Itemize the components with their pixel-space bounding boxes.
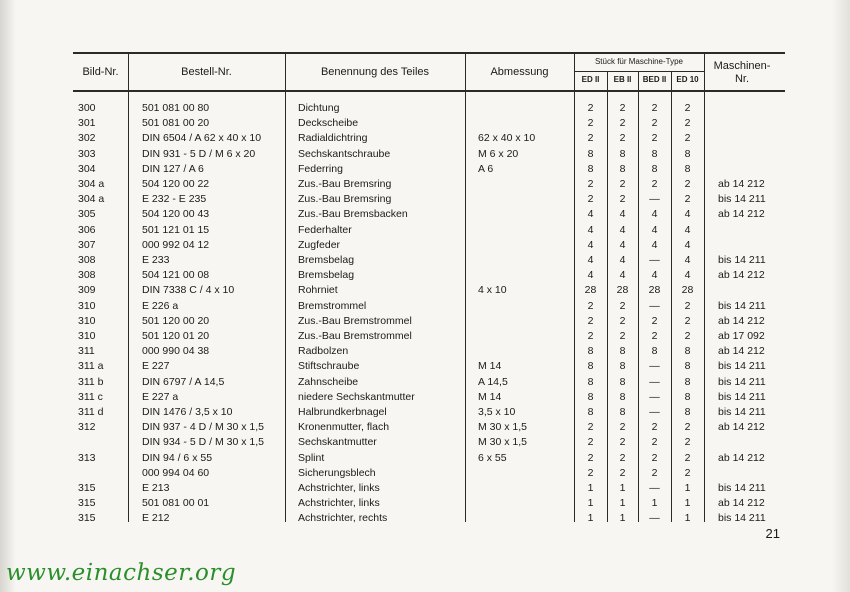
cell-eb2: 2 bbox=[619, 466, 626, 479]
cell-maschinen bbox=[718, 283, 784, 298]
cell-maschinen bbox=[718, 131, 784, 146]
cell-benennung: Achstrichter, rechts bbox=[298, 512, 388, 525]
cell-abmessung bbox=[478, 238, 572, 253]
cell-bed2: 2 bbox=[651, 117, 658, 130]
cell-bild: 310 bbox=[78, 314, 96, 327]
cell-maschinen bbox=[718, 116, 784, 131]
cell-maschinen: ab 14 212 bbox=[718, 208, 765, 221]
cell-bestell: E 227 bbox=[142, 360, 170, 373]
header-ed10: ED 10 bbox=[676, 75, 699, 84]
cell-abmessung: M 30 x 1,5 bbox=[478, 421, 528, 434]
cell-bed2: 2 bbox=[651, 178, 658, 190]
cell-eb2: 4 bbox=[619, 223, 626, 236]
cell-bild bbox=[78, 466, 124, 481]
cell-ed10: 2 bbox=[684, 299, 691, 312]
cell-bestell: DIN 6797 / A 14,5 bbox=[142, 375, 225, 388]
cell-bestell: DIN 7338 C / 4 x 10 bbox=[142, 284, 235, 297]
cell-bed2: — bbox=[649, 390, 660, 403]
cell-ed2: 2 bbox=[587, 178, 594, 190]
cell-bestell: E 227 a bbox=[142, 390, 179, 403]
cell-bed2: 1 bbox=[651, 497, 658, 510]
cell-ed10: 2 bbox=[684, 451, 691, 464]
cell-bestell: DIN 127 / A 6 bbox=[142, 162, 204, 175]
cell-maschinen: ab 14 212 bbox=[718, 345, 765, 358]
col-divider bbox=[285, 52, 286, 522]
cell-ed10: 8 bbox=[684, 390, 691, 403]
cell-ed2: 2 bbox=[587, 193, 594, 206]
cell-ed10: 4 bbox=[684, 238, 691, 251]
cell-ed10: 8 bbox=[684, 360, 691, 373]
cell-ed2: 2 bbox=[587, 132, 594, 145]
cell-bestell: 501 081 00 01 bbox=[142, 497, 210, 510]
cell-bestell: E 232 - E 235 bbox=[142, 193, 207, 206]
cell-bed2: 4 bbox=[651, 269, 658, 282]
cell-maschinen: ab 17 092 bbox=[718, 330, 765, 342]
cell-abmessung: A 14,5 bbox=[478, 375, 508, 388]
cell-bestell: 501 081 00 20 bbox=[142, 117, 210, 130]
cell-maschinen: bis 14 211 bbox=[718, 193, 766, 206]
cell-maschinen bbox=[718, 238, 784, 253]
cell-bestell: DIN 94 / 6 x 55 bbox=[142, 451, 213, 464]
cell-bild: 305 bbox=[78, 208, 96, 221]
cell-ed10: 2 bbox=[684, 178, 691, 190]
cell-bed2: 8 bbox=[651, 147, 658, 160]
cell-bestell: 504 121 00 08 bbox=[142, 269, 210, 282]
cell-abmessung bbox=[478, 344, 572, 359]
cell-eb2: 1 bbox=[619, 497, 626, 510]
cell-ed10: 8 bbox=[684, 345, 691, 358]
cell-benennung: Sicherungsblech bbox=[298, 466, 376, 479]
cell-bestell: DIN 1476 / 3,5 x 10 bbox=[142, 406, 233, 418]
header-bild-nr: Bild-Nr. bbox=[82, 66, 119, 78]
cell-maschinen bbox=[718, 147, 784, 162]
cell-ed10: 8 bbox=[684, 147, 691, 160]
cell-eb2: 8 bbox=[619, 147, 626, 160]
cell-bild: 306 bbox=[78, 223, 96, 236]
cell-bild: 307 bbox=[78, 238, 96, 251]
cell-ed2: 8 bbox=[587, 345, 594, 358]
cell-abmessung bbox=[478, 299, 572, 314]
cell-benennung: Zus.-Bau Bremstrommel bbox=[298, 330, 412, 342]
cell-benennung: Zus.-Bau Bremsring bbox=[298, 178, 392, 190]
cell-bestell: E 212 bbox=[142, 512, 170, 525]
cell-ed10: 2 bbox=[684, 117, 691, 130]
cell-benennung: niedere Sechskantmutter bbox=[298, 390, 415, 403]
cell-bestell: DIN 6504 / A 62 x 40 x 10 bbox=[142, 132, 262, 145]
cell-ed2: 8 bbox=[587, 390, 594, 403]
cell-ed2: 4 bbox=[587, 269, 594, 282]
cell-eb2: 8 bbox=[619, 162, 626, 175]
cell-abmessung: 4 x 10 bbox=[478, 284, 507, 297]
col-divider bbox=[465, 52, 466, 522]
cell-bild: 315 bbox=[78, 512, 96, 525]
cell-ed10: 8 bbox=[684, 406, 691, 418]
cell-abmessung: M 14 bbox=[478, 360, 502, 373]
cell-eb2: 4 bbox=[619, 254, 626, 266]
cell-bestell: 504 120 00 22 bbox=[142, 178, 210, 190]
cell-ed2: 4 bbox=[587, 238, 594, 251]
cell-ed2: 1 bbox=[587, 512, 594, 525]
header-bed2: BED II bbox=[642, 75, 667, 84]
cell-eb2: 8 bbox=[619, 345, 626, 358]
cell-eb2: 2 bbox=[619, 314, 626, 327]
page-shadow-right bbox=[832, 0, 850, 592]
cell-eb2: 8 bbox=[619, 360, 626, 373]
header-eb2: EB II bbox=[613, 75, 632, 84]
cell-ed2: 2 bbox=[587, 117, 594, 130]
cell-maschinen: bis 14 211 bbox=[718, 299, 766, 312]
cell-bed2: — bbox=[649, 193, 660, 206]
cell-maschinen: bis 14 211 bbox=[718, 512, 766, 525]
cell-bed2: 28 bbox=[648, 284, 661, 297]
cell-eb2: 2 bbox=[619, 178, 626, 190]
cell-ed2: 2 bbox=[587, 436, 594, 449]
cell-ed2: 4 bbox=[587, 254, 594, 266]
cell-bild bbox=[78, 435, 124, 450]
col-divider bbox=[704, 52, 705, 522]
cell-maschinen: bis 14 211 bbox=[718, 406, 766, 418]
cell-bed2: — bbox=[649, 406, 660, 418]
cell-maschinen: bis 14 211 bbox=[718, 375, 766, 388]
cell-bestell: 504 120 00 43 bbox=[142, 208, 210, 221]
cell-eb2: 4 bbox=[619, 208, 626, 221]
cell-bestell: 000 994 04 60 bbox=[142, 466, 210, 479]
cell-abmessung: M 30 x 1,5 bbox=[478, 436, 528, 449]
cell-maschinen: ab 14 212 bbox=[718, 269, 765, 282]
cell-ed2: 2 bbox=[587, 421, 594, 434]
header-ed2: ED II bbox=[581, 75, 600, 84]
cell-eb2: 4 bbox=[619, 238, 626, 251]
cell-benennung: Deckscheibe bbox=[298, 117, 359, 130]
cell-maschinen: bis 14 211 bbox=[718, 482, 766, 494]
cell-abmessung bbox=[478, 192, 572, 207]
cell-bed2: 2 bbox=[651, 466, 658, 479]
cell-abmessung bbox=[478, 329, 572, 344]
cell-bild: 301 bbox=[78, 117, 96, 130]
cell-ed10: 4 bbox=[684, 269, 691, 282]
cell-abmessung: 3,5 x 10 bbox=[478, 406, 516, 418]
cell-abmessung bbox=[478, 207, 572, 222]
cell-bild: 311 bbox=[78, 345, 95, 358]
cell-eb2: 4 bbox=[619, 269, 626, 282]
cell-bed2: — bbox=[649, 360, 660, 373]
cell-eb2: 8 bbox=[619, 406, 626, 418]
cell-bestell: 501 081 00 80 bbox=[142, 102, 210, 114]
cell-bestell: 501 120 01 20 bbox=[142, 330, 210, 342]
cell-abmessung bbox=[478, 466, 572, 481]
cell-benennung: Radialdichtring bbox=[298, 132, 368, 145]
cell-abmessung bbox=[478, 511, 572, 526]
cell-bed2: — bbox=[649, 254, 660, 266]
cell-bed2: 2 bbox=[651, 330, 658, 342]
cell-ed10: 2 bbox=[684, 102, 691, 114]
cell-abmessung bbox=[478, 101, 572, 116]
cell-benennung: Bremstrommel bbox=[298, 299, 367, 312]
cell-ed10: 2 bbox=[684, 436, 691, 449]
cell-bild: 313 bbox=[78, 451, 96, 464]
cell-bed2: — bbox=[649, 299, 660, 312]
cell-bild: 311 c bbox=[78, 390, 103, 403]
cell-ed2: 28 bbox=[584, 284, 597, 297]
cell-bestell: 501 120 00 20 bbox=[142, 314, 210, 327]
cell-bed2: 8 bbox=[651, 345, 658, 358]
cell-ed2: 2 bbox=[587, 466, 594, 479]
cell-bild: 309 bbox=[78, 284, 96, 297]
cell-benennung: Achstrichter, links bbox=[298, 482, 380, 494]
cell-bed2: 4 bbox=[651, 238, 658, 251]
cell-benennung: Sechskantmutter bbox=[298, 436, 377, 449]
cell-ed10: 2 bbox=[684, 421, 691, 434]
cell-abmessung: M 6 x 20 bbox=[478, 147, 519, 160]
cell-bild: 304 a bbox=[78, 193, 105, 206]
cell-ed10: 2 bbox=[684, 314, 691, 327]
cell-bestell: 501 121 01 15 bbox=[142, 223, 210, 236]
header-maschinen-nr: Maschinen-Nr. bbox=[713, 60, 771, 85]
cell-bild: 315 bbox=[78, 497, 96, 510]
cell-maschinen: ab 14 212 bbox=[718, 421, 765, 434]
cell-maschinen bbox=[718, 101, 784, 116]
cell-abmessung bbox=[478, 314, 572, 329]
cell-ed10: 28 bbox=[681, 284, 694, 297]
cell-eb2: 2 bbox=[619, 299, 626, 312]
cell-eb2: 2 bbox=[619, 330, 626, 342]
header-benennung: Benennung des Teiles bbox=[320, 66, 430, 78]
cell-ed10: 8 bbox=[684, 375, 691, 388]
cell-bild: 304 a bbox=[78, 178, 105, 190]
cell-ed2: 1 bbox=[587, 482, 594, 494]
header-bottom-rule bbox=[73, 90, 785, 92]
page-shadow-left bbox=[0, 0, 16, 592]
header-bestell-nr: Bestell-Nr. bbox=[181, 66, 232, 78]
cell-abmessung bbox=[478, 223, 572, 238]
cell-bestell: E 213 bbox=[142, 482, 170, 494]
cell-eb2: 1 bbox=[619, 482, 626, 494]
cell-maschinen bbox=[718, 223, 784, 238]
cell-bestell: 000 992 04 12 bbox=[142, 238, 210, 251]
cell-bestell: DIN 934 - 5 D / M 30 x 1,5 bbox=[142, 436, 264, 449]
cell-abmessung: A 6 bbox=[478, 162, 494, 175]
cell-bild: 310 bbox=[78, 299, 96, 312]
cell-abmessung: M 14 bbox=[478, 390, 502, 403]
cell-eb2: 8 bbox=[619, 375, 626, 388]
cell-maschinen: ab 14 212 bbox=[718, 451, 765, 464]
cell-bestell: DIN 937 - 4 D / M 30 x 1,5 bbox=[142, 421, 264, 434]
cell-bed2: 4 bbox=[651, 208, 658, 221]
cell-ed2: 8 bbox=[587, 406, 594, 418]
cell-bild: 311 a bbox=[78, 360, 104, 373]
cell-benennung: Zus.-Bau Bremsring bbox=[298, 193, 392, 206]
cell-bild: 303 bbox=[78, 147, 96, 160]
cell-benennung: Zahnscheibe bbox=[298, 375, 359, 388]
cell-eb2: 8 bbox=[619, 390, 626, 403]
cell-ed10: 4 bbox=[684, 254, 691, 266]
cell-benennung: Federring bbox=[298, 162, 343, 175]
stueck-sub-rule bbox=[574, 71, 704, 72]
cell-benennung: Bremsbelag bbox=[298, 269, 355, 282]
cell-ed10: 2 bbox=[684, 330, 691, 342]
cell-benennung: Halbrundkerbnagel bbox=[298, 406, 387, 418]
cell-benennung: Rohrniet bbox=[298, 284, 338, 297]
cell-ed2: 2 bbox=[587, 102, 594, 114]
cell-ed10: 1 bbox=[684, 482, 691, 494]
cell-abmessung: 62 x 40 x 10 bbox=[478, 132, 536, 145]
cell-bed2: — bbox=[649, 482, 660, 494]
cell-ed10: 2 bbox=[684, 132, 691, 145]
cell-ed2: 8 bbox=[587, 147, 594, 160]
cell-eb2: 2 bbox=[619, 193, 626, 206]
cell-bild: 312 bbox=[78, 421, 96, 434]
cell-bild: 308 bbox=[78, 269, 96, 282]
cell-ed10: 2 bbox=[684, 466, 691, 479]
cell-benennung: Zus.-Bau Bremstrommel bbox=[298, 314, 412, 327]
cell-ed10: 1 bbox=[684, 497, 691, 510]
cell-maschinen: ab 14 212 bbox=[718, 178, 765, 190]
cell-abmessung bbox=[478, 116, 572, 131]
cell-benennung: Federhalter bbox=[298, 223, 352, 236]
cell-ed10: 4 bbox=[684, 223, 691, 236]
cell-bestell: DIN 931 - 5 D / M 6 x 20 bbox=[142, 147, 256, 160]
cell-bestell: 000 990 04 38 bbox=[142, 345, 210, 358]
cell-bild: 310 bbox=[78, 330, 96, 342]
cell-eb2: 2 bbox=[619, 132, 626, 145]
cell-maschinen: ab 14 212 bbox=[718, 497, 765, 510]
cell-bed2: 2 bbox=[651, 132, 658, 145]
table-top-rule bbox=[73, 52, 785, 54]
cell-benennung: Radbolzen bbox=[298, 345, 349, 358]
cell-benennung: Dichtung bbox=[298, 102, 340, 114]
page-number: 21 bbox=[765, 526, 780, 541]
cell-maschinen: ab 14 212 bbox=[718, 314, 765, 327]
cell-bild: 308 bbox=[78, 254, 96, 266]
cell-eb2: 1 bbox=[619, 512, 626, 525]
col-divider bbox=[128, 52, 129, 522]
cell-ed2: 2 bbox=[587, 314, 594, 327]
cell-ed10: 4 bbox=[684, 208, 691, 221]
cell-benennung: Zus.-Bau Bremsbacken bbox=[298, 208, 408, 221]
cell-ed2: 2 bbox=[587, 451, 594, 464]
cell-bed2: 2 bbox=[651, 102, 658, 114]
cell-bed2: 2 bbox=[651, 451, 658, 464]
cell-benennung: Kronenmutter, flach bbox=[298, 421, 390, 434]
cell-abmessung bbox=[478, 268, 572, 283]
cell-benennung: Stiftschraube bbox=[298, 360, 360, 373]
cell-ed2: 8 bbox=[587, 375, 594, 388]
cell-eb2: 2 bbox=[619, 421, 626, 434]
cell-bestell: E 233 bbox=[142, 254, 170, 266]
cell-abmessung bbox=[478, 496, 572, 511]
watermark: www.einachser.org bbox=[6, 560, 237, 586]
cell-eb2: 28 bbox=[616, 284, 629, 297]
cell-ed2: 4 bbox=[587, 208, 594, 221]
cell-bed2: 2 bbox=[651, 436, 658, 449]
cell-bed2: 2 bbox=[651, 314, 658, 327]
cell-maschinen: bis 14 211 bbox=[718, 360, 766, 373]
cell-bild: 302 bbox=[78, 132, 96, 145]
cell-maschinen bbox=[718, 466, 784, 481]
cell-bed2: 8 bbox=[651, 162, 658, 175]
cell-benennung: Splint bbox=[298, 451, 325, 464]
cell-bild: 300 bbox=[78, 102, 96, 114]
cell-abmessung: 6 x 55 bbox=[478, 451, 507, 464]
cell-bild: 304 bbox=[78, 162, 96, 175]
cell-eb2: 2 bbox=[619, 436, 626, 449]
cell-benennung: Bremsbelag bbox=[298, 254, 355, 266]
cell-benennung: Zugfeder bbox=[298, 238, 341, 251]
cell-ed2: 2 bbox=[587, 299, 594, 312]
cell-abmessung bbox=[478, 177, 572, 192]
cell-maschinen: bis 14 211 bbox=[718, 390, 766, 403]
cell-eb2: 2 bbox=[619, 102, 626, 114]
cell-bed2: 2 bbox=[651, 421, 658, 434]
cell-bed2: — bbox=[649, 512, 660, 525]
header-abmessung: Abmessung bbox=[490, 66, 549, 78]
cell-ed2: 1 bbox=[587, 497, 594, 510]
cell-benennung: Sechskantschraube bbox=[298, 147, 391, 160]
cell-bild: 311 b bbox=[78, 375, 104, 388]
cell-eb2: 2 bbox=[619, 451, 626, 464]
cell-ed10: 1 bbox=[684, 512, 691, 525]
cell-abmessung bbox=[478, 481, 572, 496]
header-stueck: Stück für Maschine-Type bbox=[594, 57, 684, 66]
cell-bestell: E 226 a bbox=[142, 299, 179, 312]
cell-ed10: 8 bbox=[684, 162, 691, 175]
cell-benennung: Achstrichter, links bbox=[298, 497, 380, 510]
cell-ed2: 4 bbox=[587, 223, 594, 236]
cell-abmessung bbox=[478, 253, 572, 268]
cell-ed2: 8 bbox=[587, 162, 594, 175]
cell-bed2: — bbox=[649, 375, 660, 388]
cell-ed10: 2 bbox=[684, 193, 691, 206]
cell-ed2: 2 bbox=[587, 330, 594, 342]
cell-bed2: 4 bbox=[651, 223, 658, 236]
cell-eb2: 2 bbox=[619, 117, 626, 130]
cell-ed2: 8 bbox=[587, 360, 594, 373]
cell-bild: 311 d bbox=[78, 406, 104, 418]
cell-maschinen bbox=[718, 162, 784, 177]
cell-maschinen: bis 14 211 bbox=[718, 254, 766, 266]
cell-bild: 315 bbox=[78, 482, 96, 494]
cell-maschinen bbox=[718, 435, 784, 450]
